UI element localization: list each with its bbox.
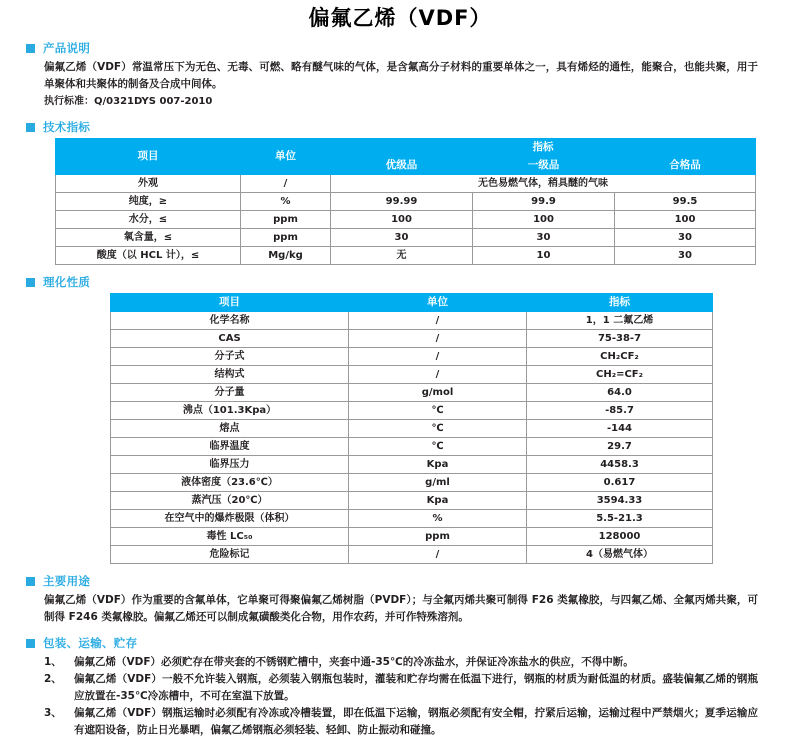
table-row [56, 229, 756, 247]
cell-unit: ℃ [349, 402, 527, 420]
cell-item: 临界温度 [111, 438, 349, 456]
product-description-paragraph: 偏氟乙烯（VDF）常温常压下为无色、无毒、可燃、略有醚气味的气体，是含氟高分子材料的重要单体之一，具有烯烃的通性，能聚合，也能共聚，用于单聚体和共聚体的制备及合成中间体。 [44, 61, 758, 90]
cell-value: 75-38-7 [527, 330, 713, 348]
execution-standard-line: 执行标准：Q/0321DYS 007-2010 [44, 96, 213, 107]
cell-value: -144 [527, 420, 713, 438]
technical-index-table-wrap [0, 138, 800, 265]
section-product-description [0, 41, 800, 110]
cell-unit: g/mol [349, 384, 527, 402]
cell-unit: / [241, 175, 331, 193]
table-row [56, 193, 756, 211]
cell-value-qualified: 99.5 [615, 193, 756, 211]
cell-unit: ppm [241, 211, 331, 229]
cell-item: 沸点（101.3Kpa） [111, 402, 349, 420]
cell-value-qualified: 100 [615, 211, 756, 229]
cell-value: 4（易燃气体） [527, 546, 713, 564]
table-row [111, 528, 713, 546]
cell-item: 熔点 [111, 420, 349, 438]
table-row [111, 384, 713, 402]
physical-chemical-table-body [111, 312, 713, 564]
cell-item: 氧含量，≤ [56, 229, 241, 247]
cell-item: 纯度，≥ [56, 193, 241, 211]
cell-item: 在空气中的爆炸极限（体积） [111, 510, 349, 528]
physical-chemical-table [110, 293, 713, 564]
physical-chemical-table-wrap [0, 293, 800, 564]
table-row [111, 474, 713, 492]
cell-unit: g/ml [349, 474, 527, 492]
section-title-label: 产品说明 [43, 41, 91, 55]
cell-item: 分子式 [111, 348, 349, 366]
section-heading-product-description [0, 41, 800, 55]
cell-item: 分子量 [111, 384, 349, 402]
cell-value-first: 30 [473, 229, 615, 247]
section-physical-chemical [0, 275, 800, 564]
cell-value-premium: 99.99 [331, 193, 473, 211]
table-row [111, 438, 713, 456]
cell-value: 3594.33 [527, 492, 713, 510]
cell-unit: % [349, 510, 527, 528]
cell-item: CAS [111, 330, 349, 348]
section-title-label: 包装、运输、贮存 [43, 636, 138, 650]
cell-value-premium: 100 [331, 211, 473, 229]
cell-item: 蒸汽压（20℃） [111, 492, 349, 510]
section-title-label: 技术指标 [43, 120, 91, 134]
th-unit: 单位 [349, 294, 527, 312]
section-heading-physical-chemical [0, 275, 800, 289]
technical-index-table-body [56, 175, 756, 265]
list-item [44, 671, 758, 705]
table-row [111, 312, 713, 330]
list-item-number: 2、 [44, 673, 62, 685]
cell-value: 64.0 [527, 384, 713, 402]
table-row [111, 510, 713, 528]
cell-value: CH₂=CF₂ [527, 366, 713, 384]
square-bullet-icon [26, 639, 35, 648]
cell-value: 1，1 二氟乙烯 [527, 312, 713, 330]
cell-item: 外观 [56, 175, 241, 193]
table-row [56, 247, 756, 265]
table-header-row-top [56, 139, 756, 157]
th-index: 指标 [527, 294, 713, 312]
section-heading-technical-index [0, 120, 800, 134]
main-uses-paragraph: 偏氟乙烯（VDF）作为重要的含氟单体，它单聚可得聚偏氟乙烯树脂（PVDF）；与全氟丙烯共聚可制得 F26 类氟橡胶，与四氟乙烯、全氟丙烯共聚，可制得 F246 类氟橡胶。偏氟乙烯还可以制成氟磺酸类化合物，用作农药，并可作特殊溶剂。 [44, 594, 758, 623]
section-technical-index [0, 120, 800, 265]
cell-value-qualified: 30 [615, 247, 756, 265]
list-item-text: 偏氟乙烯（VDF）钢瓶运输时必须配有冷冻或冷槽装置，即在低温下运输，钢瓶必须配有安全帽，拧紧后运输，运输过程中严禁烟火；夏季运输应有遮阳设备，防止日光暴晒，偏氟乙烯钢瓶必须轻装、轻卸、防止振动和碰撞。 [74, 707, 758, 736]
cell-unit: ℃ [349, 438, 527, 456]
cell-value: 29.7 [527, 438, 713, 456]
list-item-number: 3、 [44, 707, 62, 719]
section-heading-packaging [0, 636, 800, 650]
table-row [111, 402, 713, 420]
cell-value: 4458.3 [527, 456, 713, 474]
cell-unit: % [241, 193, 331, 211]
cell-unit: / [349, 348, 527, 366]
cell-item: 化学名称 [111, 312, 349, 330]
square-bullet-icon [26, 278, 35, 287]
cell-unit: ppm [349, 528, 527, 546]
th-item: 项目 [111, 294, 349, 312]
section-title-label: 主要用途 [43, 574, 91, 588]
page-title: 偏氟乙烯（VDF） [308, 6, 492, 30]
cell-item: 液体密度（23.6℃） [111, 474, 349, 492]
list-item [44, 705, 758, 739]
cell-value-premium: 无 [331, 247, 473, 265]
list-item-text: 偏氟乙烯（VDF）一般不允许装入钢瓶，必须装入钢瓶包装时，灌装和贮存均需在低温下进行，钢瓶的材质为耐低温的材质。盛装偏氟乙烯的钢瓶应放置在-35℃冷冻槽中，不可在室温下放置。 [74, 673, 758, 702]
cell-item: 临界压力 [111, 456, 349, 474]
document-page [0, 5, 800, 736]
square-bullet-icon [26, 123, 35, 132]
th-index: 指标 [331, 139, 756, 157]
cell-value-merged: 无色易燃气体，稍具醚的气味 [331, 175, 756, 193]
table-row [111, 348, 713, 366]
cell-item: 毒性 LC₅₀ [111, 528, 349, 546]
section-title-label: 理化性质 [43, 275, 91, 289]
table-row [111, 492, 713, 510]
cell-unit: / [349, 366, 527, 384]
th-unit: 单位 [241, 139, 331, 175]
list-item-number: 1、 [44, 656, 62, 668]
table-row [56, 175, 756, 193]
table-row [111, 366, 713, 384]
cell-unit: ppm [241, 229, 331, 247]
th-grade-qualified: 合格品 [615, 157, 756, 175]
cell-unit: Kpa [349, 456, 527, 474]
section-heading-main-uses [0, 574, 800, 588]
packaging-list [0, 654, 800, 739]
square-bullet-icon [26, 577, 35, 586]
cell-unit: / [349, 546, 527, 564]
cell-item: 酸度（以 HCL 计），≤ [56, 247, 241, 265]
technical-index-table [55, 138, 756, 265]
table-row [111, 456, 713, 474]
cell-unit: Mg/kg [241, 247, 331, 265]
list-item-text: 偏氟乙烯（VDF）必须贮存在带夹套的不锈钢贮槽中，夹套中通-35℃的冷冻盐水，并保证冷冻盐水的供应，不得中断。 [74, 656, 634, 668]
main-uses-body [0, 592, 800, 626]
cell-unit: / [349, 312, 527, 330]
cell-value: 0.617 [527, 474, 713, 492]
cell-item: 危险标记 [111, 546, 349, 564]
cell-value-first: 99.9 [473, 193, 615, 211]
cell-value: 128000 [527, 528, 713, 546]
th-item: 项目 [56, 139, 241, 175]
cell-value-first: 100 [473, 211, 615, 229]
table-row [111, 330, 713, 348]
table-row [111, 546, 713, 564]
table-header-row [111, 294, 713, 312]
cell-value-premium: 30 [331, 229, 473, 247]
cell-value-first: 10 [473, 247, 615, 265]
cell-unit: / [349, 330, 527, 348]
th-grade-first: 一级品 [473, 157, 615, 175]
cell-value: CH₂CF₂ [527, 348, 713, 366]
section-main-uses [0, 574, 800, 626]
cell-value: -85.7 [527, 402, 713, 420]
list-item [44, 654, 758, 671]
cell-item: 水分，≤ [56, 211, 241, 229]
cell-unit: Kpa [349, 492, 527, 510]
th-grade-premium: 优级品 [331, 157, 473, 175]
table-row [56, 211, 756, 229]
cell-unit: ℃ [349, 420, 527, 438]
cell-value-qualified: 30 [615, 229, 756, 247]
section-packaging-transport-storage [0, 636, 800, 739]
square-bullet-icon [26, 44, 35, 53]
cell-item: 结构式 [111, 366, 349, 384]
cell-value: 5.5-21.3 [527, 510, 713, 528]
table-row [111, 420, 713, 438]
product-description-body [0, 59, 800, 93]
